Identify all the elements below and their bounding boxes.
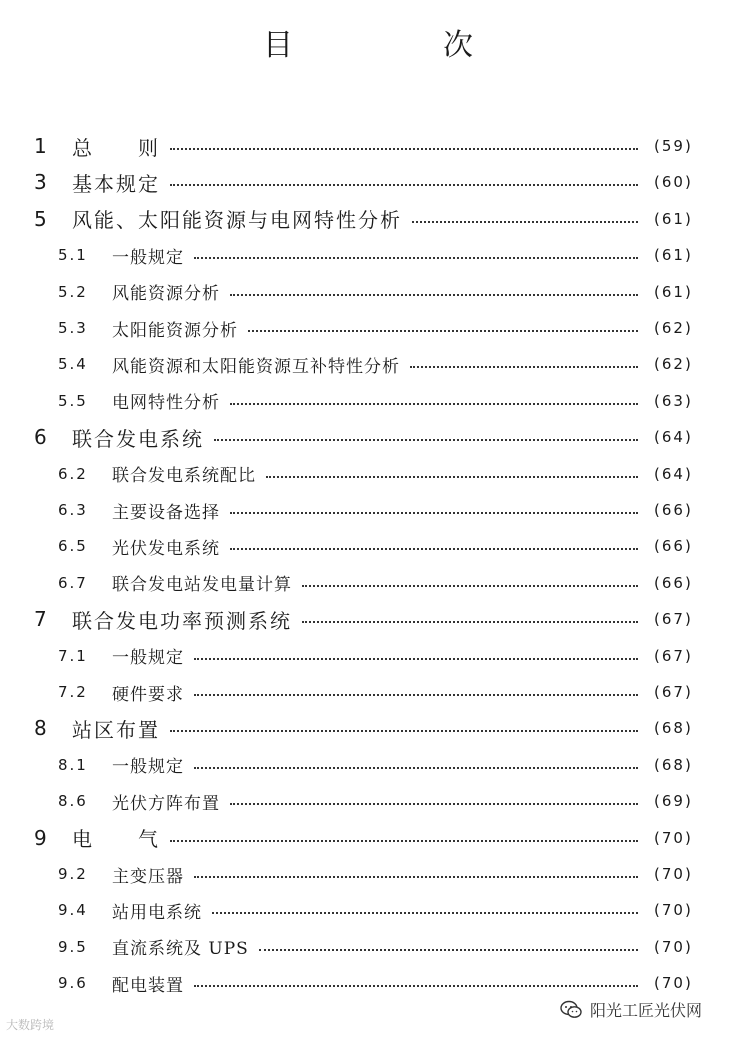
toc-page-number: (59) [654,137,693,155]
toc-number: 3 [34,170,47,195]
toc-section-row[interactable] [0,528,736,564]
toc-number: 9.5 [58,937,88,956]
toc-title: 风能、太阳能资源与电网特性分析 [72,208,402,233]
toc-page-number: (67) [654,610,693,629]
toc-title: 主要设备选择 [112,502,220,523]
watermark-right-text: 阳光工匠光伏网 [590,1001,703,1020]
toc-number: 6.7 [58,573,88,592]
toc-leader-dots [170,840,638,842]
toc-title: 一般规定 [112,757,184,778]
toc-section-row[interactable] [0,892,736,928]
toc-number: 8.1 [58,755,88,774]
toc-section-row[interactable] [0,747,736,783]
toc-leader-dots [248,330,638,332]
toc-leader-dots [230,803,638,805]
toc-page-number: (66) [654,501,693,519]
toc-leader-dots [230,548,638,550]
toc-page-number: (67) [654,646,693,665]
toc-leader-dots [194,767,638,769]
toc-section-row[interactable] [0,492,736,528]
toc-page-number: (60) [654,173,693,192]
toc-title: 配电装置 [112,975,184,996]
toc-section-row[interactable] [0,856,736,892]
toc-leader-dots [266,476,638,478]
toc-section-row[interactable] [0,310,736,346]
toc-title: 联合发电系统配比 [112,466,256,487]
toc-leader-dots [230,403,638,405]
toc-page-number: (68) [654,755,693,774]
watermark-right [560,998,702,1021]
toc-title: 一般规定 [112,247,184,268]
toc-title: 联合发电站发电量计算 [112,575,292,596]
toc-page-number: (61) [654,209,693,228]
toc-chapter-row[interactable] [0,710,736,746]
watermark-left-text: 大数跨境 [6,1018,55,1032]
toc-section-row[interactable] [0,383,736,419]
toc-title: 站区布置 [72,717,160,742]
toc-page-number: (64) [654,428,693,447]
toc-leader-dots [230,512,638,514]
toc-leader-dots [170,730,638,732]
toc-number: 6.3 [58,501,88,519]
toc-section-row[interactable] [0,346,736,382]
toc-page-number: (70) [654,865,693,883]
toc-title: 电网特性分析 [112,393,220,414]
toc-number: 9 [34,825,47,850]
toc-leader-dots [194,985,638,987]
toc-page-number: (68) [654,719,693,738]
toc-number: 6.2 [58,464,88,483]
toc-page-number: (62) [654,355,693,374]
toc-page-number: (70) [654,901,693,920]
toc-page-number: (62) [654,319,693,337]
toc-title: 基本规定 [72,171,160,196]
toc-section-row[interactable] [0,565,736,601]
toc-leader-dots [302,621,638,623]
toc-leader-dots [230,294,638,296]
toc-leader-dots [170,184,638,186]
toc-title: 风能资源和太阳能资源互补特性分析 [112,356,400,377]
toc-page-number: (61) [654,282,693,301]
toc-number: 1 [34,134,47,158]
toc-section-row[interactable] [0,274,736,310]
toc-title: 联合发电功率预测系统 [72,608,292,633]
toc-title: 光伏方阵布置 [112,793,220,814]
wechat-icon [560,1000,582,1020]
toc-page-number: (64) [654,464,693,483]
toc-page-number: (70) [654,974,693,993]
toc-section-row[interactable] [0,237,736,273]
toc-title: 硬件要求 [112,684,184,705]
toc-chapter-row[interactable] [0,164,736,200]
toc-number: 6.5 [58,537,88,556]
toc-page-number: (69) [654,792,693,811]
toc-page-number: (63) [654,391,693,410]
toc-title: 风能资源分析 [112,284,220,305]
toc-title: 主变压器 [112,866,184,887]
toc-chapter-row[interactable] [0,820,736,856]
toc-leader-dots [194,257,638,259]
toc-page-number: (70) [654,937,693,956]
toc-chapter-row[interactable] [0,128,736,164]
toc-title: 电 气 [72,827,160,852]
toc-leader-dots [412,221,638,223]
toc-number: 5.4 [58,355,88,374]
toc-chapter-row[interactable] [0,419,736,455]
toc-title: 太阳能资源分析 [112,320,238,341]
toc-title: 直流系统及 UPS [112,939,249,960]
toc-chapter-row[interactable] [0,201,736,237]
toc-number: 5 [34,206,47,231]
toc-number: 5.3 [58,319,88,337]
toc-section-row[interactable] [0,638,736,674]
toc-page-number: (67) [654,683,693,701]
toc-number: 5.5 [58,391,88,410]
toc-section-row[interactable] [0,456,736,492]
toc-title: 一般规定 [112,648,184,669]
toc-number: 7 [34,607,47,632]
toc-title: 总 则 [72,135,160,160]
toc-leader-dots [194,694,638,696]
toc-number: 6 [34,425,47,450]
toc-leader-dots [212,912,638,914]
toc-chapter-row[interactable] [0,601,736,637]
toc-page-number: (66) [654,573,693,592]
toc-number: 9.4 [58,901,88,920]
toc-number: 7.1 [58,646,88,665]
watermark-left [6,1016,54,1033]
toc-number: 5.1 [58,246,88,265]
toc-section-row[interactable] [0,929,736,965]
toc-leader-dots [410,366,638,368]
toc-page-number: (66) [654,537,693,556]
toc-leader-dots [170,148,638,150]
toc-page-number: (70) [654,828,693,847]
toc-number: 8.6 [58,792,88,811]
toc-leader-dots [194,658,638,660]
toc-number: 7.2 [58,683,88,701]
toc-title: 站用电系统 [112,902,202,923]
toc-number: 8 [34,716,47,741]
toc-section-row[interactable] [0,965,736,1001]
toc-section-row[interactable] [0,674,736,710]
toc-number: 9.2 [58,865,88,883]
page-title: 目 次 [263,28,533,63]
toc-leader-dots [259,949,638,951]
toc-number: 9.6 [58,974,88,993]
toc-title: 联合发电系统 [72,426,204,451]
toc-page-number: (61) [654,246,693,265]
toc-leader-dots [194,876,638,878]
toc-title: 光伏发电系统 [112,538,220,559]
toc-section-row[interactable] [0,783,736,819]
toc-leader-dots [214,439,638,441]
toc-number: 5.2 [58,282,88,301]
toc-leader-dots [302,585,638,587]
